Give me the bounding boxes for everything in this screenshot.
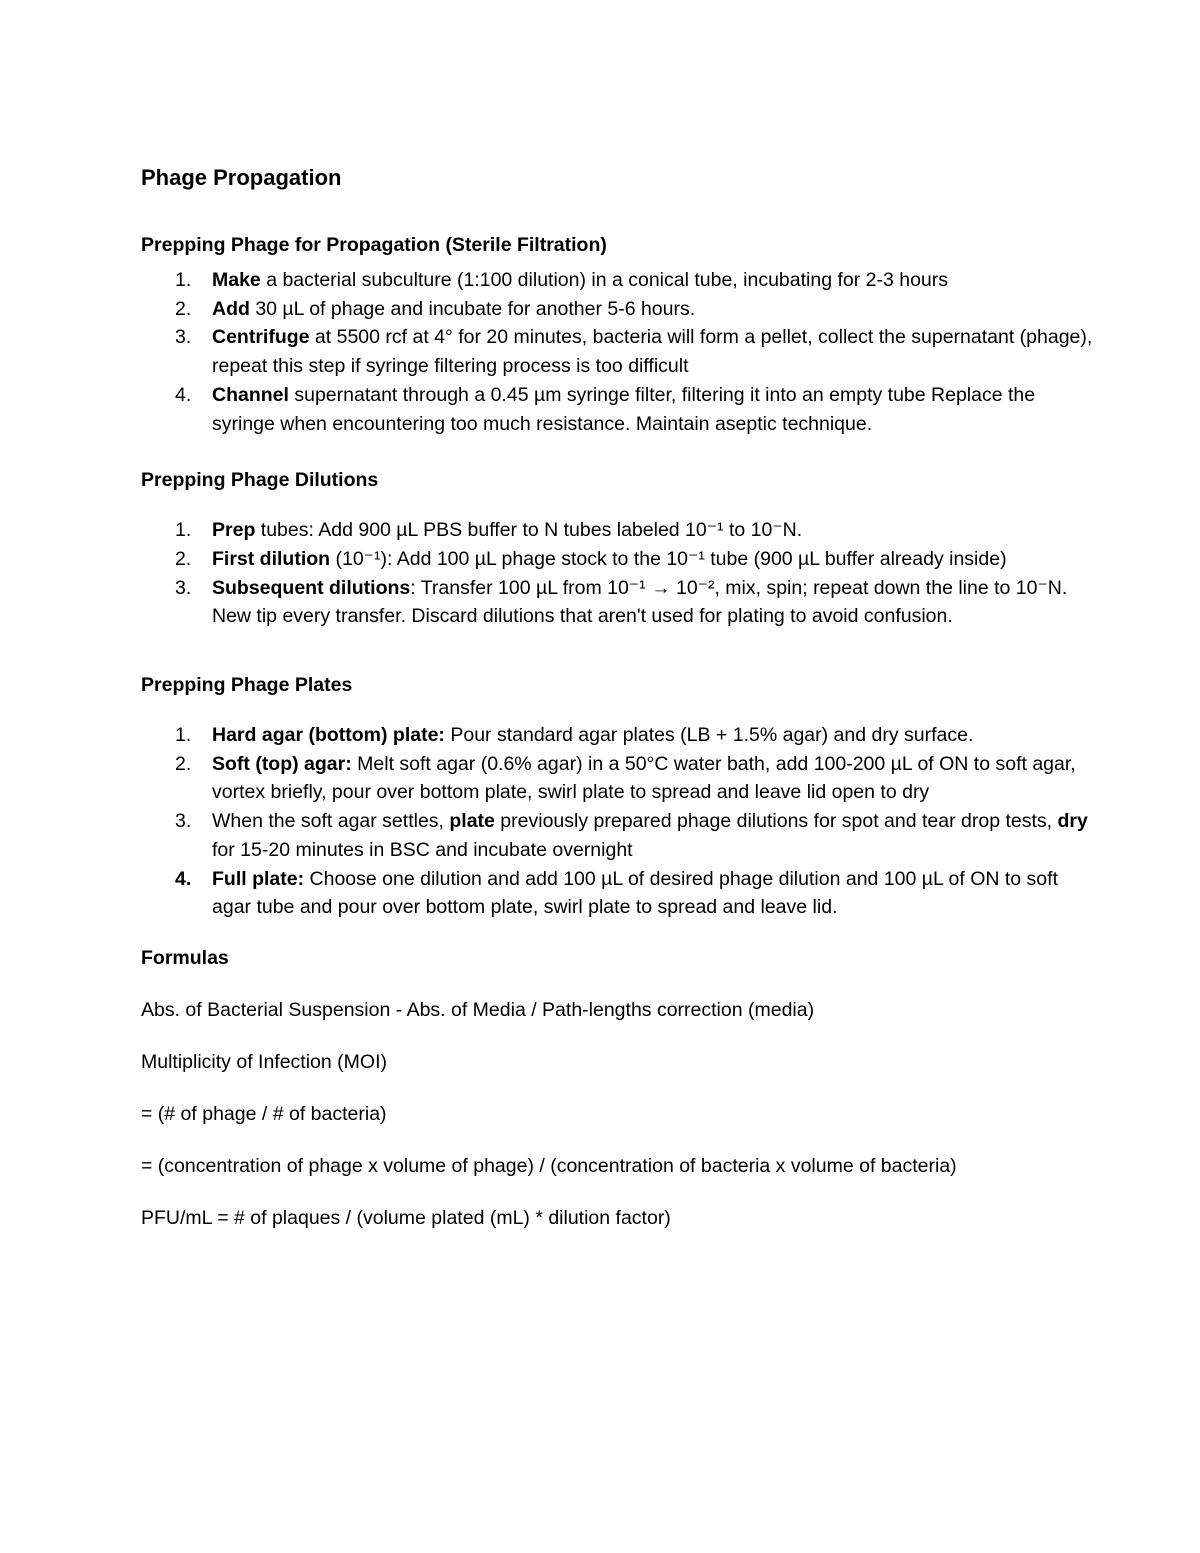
list-item: 1. Hard agar (bottom) plate: Pour standard agar plates (LB + 1.5% agar) and dry surface. <box>175 724 974 747</box>
formula-line: = (# of phage / # of bacteria) <box>141 1102 387 1125</box>
section-heading-plates: Prepping Phage Plates <box>141 674 353 697</box>
formula-line: Multiplicity of Infection (MOI) <box>141 1050 387 1073</box>
list-item: 1. Prep tubes: Add 900 µL PBS buffer to N tubes labeled 10⁻¹ to 10⁻N. <box>175 519 803 542</box>
plate-steps <box>141 721 1101 922</box>
list-item: 3. Centrifuge at 5500 rcf at 4° for 20 minutes, bacteria will form a pellet, collect the supernatant (phage), repeat this step if syringe filtering process is too difficult <box>175 326 1093 378</box>
formula-line: = (concentration of phage x volume of phage) / (concentration of bacteria x volume of bacteria) <box>141 1154 957 1177</box>
list-item: 4. Channel supernatant through a 0.45 µm syringe filter, filtering it into an empty tube Replace the syringe when encountering too much resistance. Maintain aseptic technique. <box>175 383 1036 435</box>
list-item: 2. First dilution (10⁻¹): Add 100 µL phage stock to the 10⁻¹ tube (900 µL buffer already inside) <box>175 547 1007 570</box>
document-title: Phage Propagation <box>141 165 342 190</box>
section-heading-filtration: Prepping Phage for Propagation (Sterile Filtration) <box>141 234 607 256</box>
section-heading-formulas: Formulas <box>141 946 229 969</box>
section-heading-dilutions: Prepping Phage Dilutions <box>141 469 379 492</box>
dilution-steps <box>141 516 1101 631</box>
list-item: 4. Full plate: Choose one dilution and add 100 µL of desired phage dilution and 100 µL of ON to soft agar tube and pour over bottom plate, swirl plate to spread and leave lid. <box>175 867 1058 919</box>
list-item: 3. Subsequent dilutions: Transfer 100 µL from 10⁻¹ → 10⁻², mix, spin; repeat down the line to 10⁻N. New tip every transfer. Discard dilutions that aren't used for plating to avoid confusion. <box>175 576 1068 628</box>
list-item: 2. Add 30 µL of phage and incubate for another 5-6 hours. <box>175 297 696 320</box>
document-page <box>141 162 1101 1232</box>
list-item: 1. Make a bacterial subculture (1:100 dilution) in a conical tube, incubating for 2-3 hours <box>175 269 949 291</box>
list-item: 3. When the soft agar settles, plate previously prepared phage dilutions for spot and tear drop tests, dry for 15-20 minutes in BSC and incubate overnight <box>175 810 1088 861</box>
formula-line: Abs. of Bacterial Suspension - Abs. of Media / Path-lengths correction (media) <box>141 998 815 1021</box>
formula-line: PFU/mL = # of plaques / (volume plated (mL) * dilution factor) <box>141 1206 671 1229</box>
list-item: 2. Soft (top) agar: Melt soft agar (0.6% agar) in a 50°C water bath, add 100-200 µL of ON to soft agar, vortex briefly, pour over bottom plate, swirl plate to spread and leave lid open to dry <box>175 752 1076 804</box>
filtration-steps <box>141 266 1101 438</box>
